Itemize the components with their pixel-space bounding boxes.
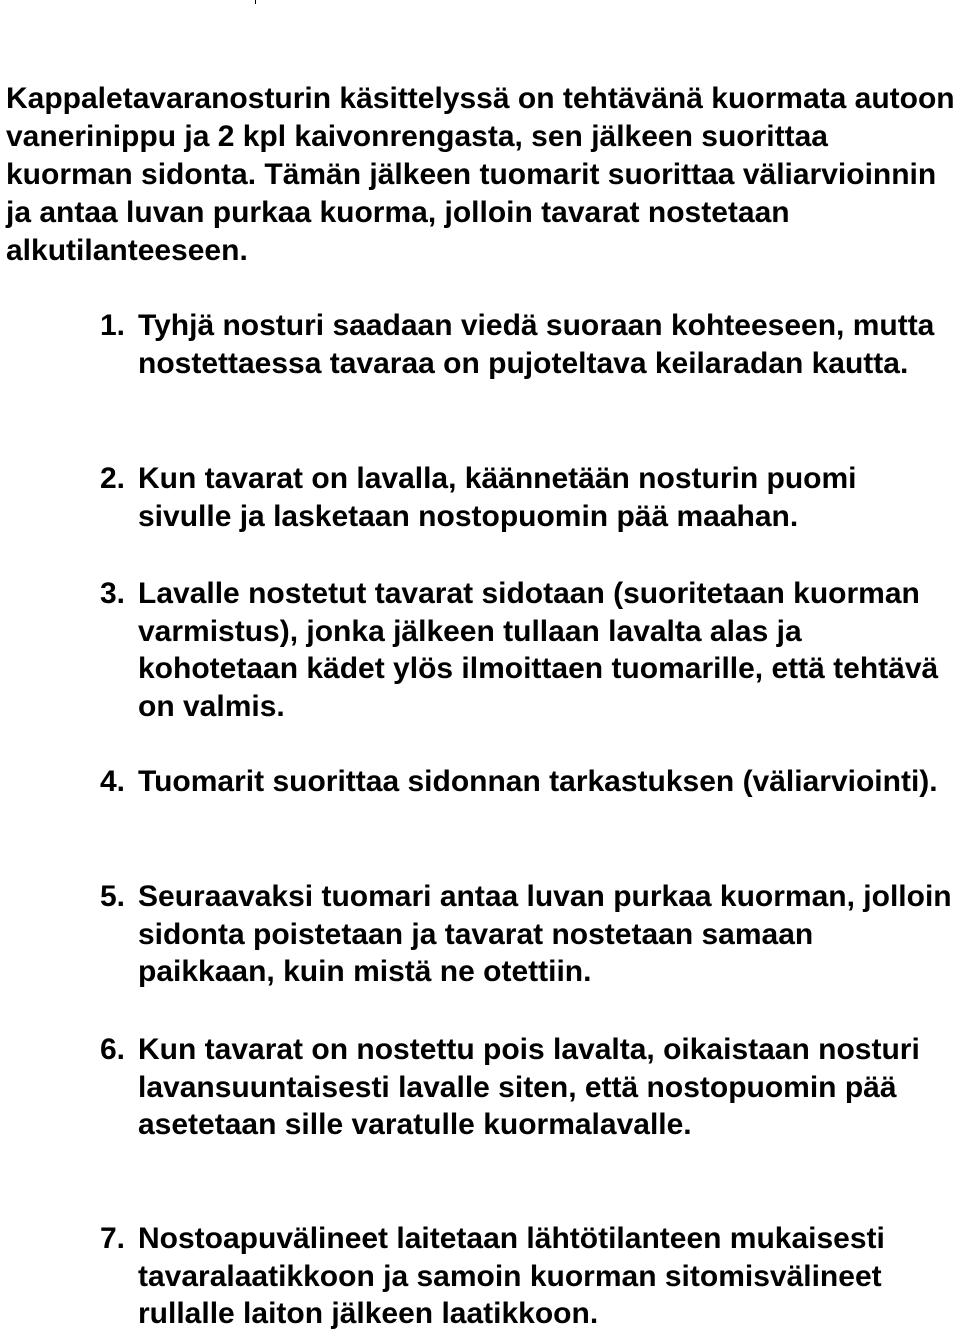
step-text: Lavalle nostetut tavarat sidotaan (suoritetaan kuorman varmistus), jonka jälkeen tullaan lavalta alas ja kohotetaan kädet ylös ilmoittaen tuomarille, että tehtävä on valmis. — [138, 577, 939, 723]
page-mark — [255, 0, 256, 4]
step-number: 6. — [100, 1033, 126, 1066]
step-number: 1. — [100, 309, 126, 342]
step-text: Kun tavarat on nostettu pois lavalta, oikaistaan nosturi lavansuuntaisesti lavalle siten, että nostopuomin pää asetetaan sille varatulle kuormalavalle. — [138, 1033, 920, 1141]
list-item — [100, 1031, 956, 1144]
list-item — [100, 763, 956, 801]
list-item — [100, 575, 956, 725]
step-text: Kun tavarat on lavalla, käännetään nosturin puomi sivulle ja lasketaan nostopuomin pää maahan. — [138, 462, 857, 533]
step-number: 3. — [100, 577, 126, 610]
step-text: Tyhjä nosturi saadaan viedä suoraan kohteeseen, mutta nostettaessa tavaraa on pujoteltava keilaradan kautta. — [138, 309, 935, 380]
list-item — [100, 307, 956, 382]
step-text: Tuomarit suorittaa sidonnan tarkastuksen (väliarviointi). — [138, 765, 938, 798]
step-number: 2. — [100, 462, 126, 495]
step-text: Seuraavaksi tuomari antaa luvan purkaa kuorman, jolloin sidonta poistetaan ja tavarat nostetaan samaan paikkaan, kuin mistä ne otettiin. — [138, 880, 952, 988]
step-number: 7. — [100, 1222, 126, 1255]
step-number: 4. — [100, 765, 126, 798]
list-item — [100, 1220, 956, 1333]
list-item — [100, 878, 956, 991]
step-number: 5. — [100, 880, 126, 913]
step-text: Nostoapuvälineet laitetaan lähtötilanteen mukaisesti tavaralaatikkoon ja samoin kuorman sitomisvälineet rullalle laiton jälkeen laatikkoon. — [138, 1222, 885, 1330]
intro-paragraph: Kappaletavaranosturin käsittelyssä on tehtävänä kuormata autoon vanerinippu ja 2 kpl kaivonrengasta, sen jälkeen suorittaa kuorman sidonta. Tämän jälkeen tuomarit suorittaa väliarvioinnin ja antaa luvan purkaa kuorma, jolloin tavarat nostetaan alkutilanteeseen. — [6, 82, 955, 267]
list-item — [100, 460, 956, 535]
